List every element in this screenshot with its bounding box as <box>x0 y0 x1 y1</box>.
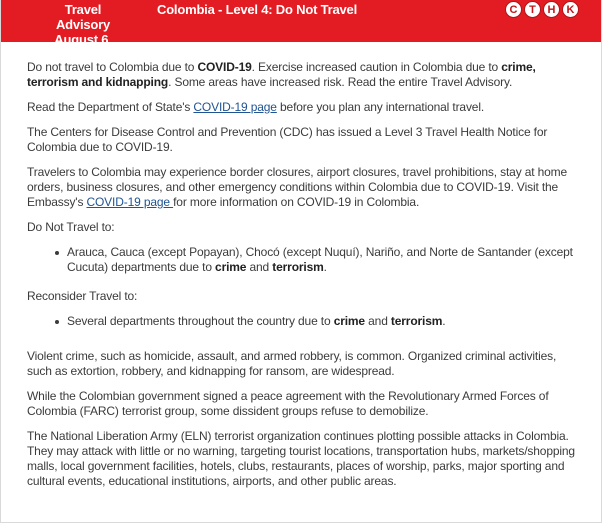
advisory-date-block <box>43 2 123 62</box>
summary-text: . Some areas have increased risk. Read the entire Travel Advisory. <box>168 75 513 89</box>
list-item <box>67 245 575 275</box>
terrorism-badge[interactable]: T <box>524 1 541 18</box>
violent-crime-paragraph: Violent crime, such as homicide, assault, and armed robbery, is common. Organized criminal activities, such as extortion, robbery, and kidnapping for ransom, are widespread. <box>27 349 557 378</box>
list-bold-terrorism: terrorism <box>390 314 443 328</box>
travelers-paragraph <box>27 165 575 210</box>
do-not-travel-list <box>27 245 575 275</box>
list-bold-terrorism: terrorism <box>272 260 324 274</box>
list-text: Arauca, Cauca (except Popayan), Chocó (except Nuquí), Nariño, and Norte de Santander (except Cucuta) departments due to <box>67 245 573 274</box>
advisory-body <box>27 60 575 499</box>
advisory-label: Travel Advisory <box>55 2 111 32</box>
risk-indicator-badges <box>505 1 579 18</box>
bullet-icon <box>55 251 59 255</box>
embassy-covid-page-link[interactable]: COVID-19 page <box>86 195 174 209</box>
reconsider-travel-list <box>27 314 575 329</box>
summary-bold-covid: COVID-19 <box>197 60 252 74</box>
summary-paragraph <box>27 60 575 90</box>
do-not-travel-heading: Do Not Travel to: <box>27 220 115 234</box>
summary-bold-risks: crime, terrorism and kidnapping <box>27 60 536 89</box>
paragraph-text: for more information on COVID-19 in Colombia. <box>173 195 420 209</box>
list-text: and <box>364 314 391 328</box>
summary-text: . Exercise increased caution in Colombia due to <box>251 60 502 74</box>
list-bold-crime: crime <box>215 260 247 274</box>
advisory-header <box>1 0 601 62</box>
list-item <box>67 314 575 329</box>
paragraph-text: Read the Department of State's <box>27 100 194 114</box>
eln-paragraph: The National Liberation Army (ELN) terrorist organization continues plotting possible attacks in Colombia. They may attack with little or no warning, targeting tourist locations, transportation hubs, markets/shopping malls, local government facilities, hotels, clubs, restaurants, places of worship, parks, major sporting and cultural events, educational institutions, airports, and other public areas. <box>27 429 575 488</box>
advisory-title: Colombia - Level 4: Do Not Travel <box>157 2 357 17</box>
state-covid-page-link[interactable]: COVID-19 page <box>193 100 277 114</box>
health-badge[interactable]: H <box>543 1 560 18</box>
farc-paragraph: While the Colombian government signed a peace agreement with the Revolutionary Armed Forces of Colombia (FARC) terrorist group, some dissident groups refuse to demobilize. <box>27 389 549 418</box>
covid-badge[interactable]: C <box>505 1 522 18</box>
list-bold-crime: crime <box>333 314 365 328</box>
bullet-icon <box>55 320 59 324</box>
list-text: Several departments throughout the country due to <box>67 314 334 328</box>
list-text: . <box>442 314 446 328</box>
cdc-paragraph: The Centers for Disease Control and Prevention (CDC) has issued a Level 3 Travel Health Notice for Colombia due to COVID-19. <box>27 125 548 154</box>
list-text: . <box>323 260 327 274</box>
reconsider-travel-heading: Reconsider Travel to: <box>27 289 138 303</box>
paragraph-text: Travelers to Colombia may experience border closures, airport closures, travel prohibitions, stay at home orders, business closures, and other emergency conditions within Colombia due to COVID-19. Visit the Embassy's <box>27 165 568 209</box>
list-text: and <box>246 260 273 274</box>
advisory-date: August 6, 2020 <box>54 32 112 62</box>
paragraph-text: before you plan any international travel. <box>276 100 485 114</box>
kidnapping-badge[interactable]: K <box>562 1 579 18</box>
summary-text: Do not travel to Colombia due to <box>27 60 198 74</box>
covid-page-paragraph <box>27 100 575 115</box>
